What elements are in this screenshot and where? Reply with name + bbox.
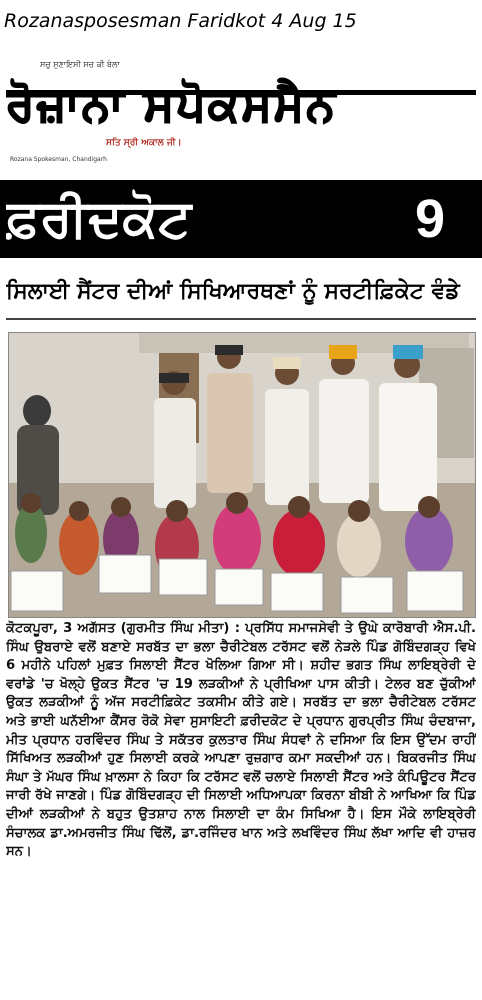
- masthead-motto: ਸਤਿ ਸ੍ਰੀ ਅਕਾਲ ਜੀ।: [106, 138, 182, 148]
- newspaper-name-text: ਰੋਜ਼ਾਨਾ ਸਪੋਕਸਮੈਨ: [6, 77, 337, 131]
- group-photo-illustration: [9, 333, 475, 617]
- section-name: ਫ਼ਰੀਦਕੋਟ: [6, 189, 192, 249]
- section-header: [0, 180, 482, 258]
- page-number: 9: [414, 189, 446, 249]
- newspaper-masthead: [0, 42, 482, 180]
- clipping-caption: Rozanasposesman Faridkot 4 Aug 15: [4, 10, 357, 32]
- article-photo: [8, 332, 476, 618]
- newspaper-name: [6, 70, 476, 138]
- article-body: [6, 620, 476, 996]
- article-dateline: ਕੋਟਕਪੂਰਾ, 3 ਅਗੱਸਤ (ਗੁਰਮੀਤ ਸਿੰਘ ਮੀਤਾ) :: [6, 621, 240, 636]
- masthead-tagline: ਸਚੁ ਸੁਣਾਇਸੀ ਸਚ ਕੀ ਬੇਲਾ: [40, 60, 120, 69]
- masthead-subline: Rozana Spokesman, Chandigarh: [10, 156, 107, 163]
- article-headline: ਸਿਲਾਈ ਸੈਂਟਰ ਦੀਆਂ ਸਿਖਿਆਰਥਣਾਂ ਨੂੰ ਸਰਟੀਫ਼ਿਕੇਟ ਵੰਡੇ: [6, 266, 476, 320]
- article-body-text: ਪ੍ਰਸਿੱਧ ਸਮਾਜਸੇਵੀ ਤੇ ਉਘੇ ਕਾਰੋਬਾਰੀ ਐਸ.ਪੀ. ਸਿੰਘ ਉਬਰਾਏ ਵਲੋਂ ਬਣਾਏ ਸਰਬੱਤ ਦਾ ਭਲਾ ਚੈਰੀਟੇਬਲ ਟਰੱਸਟ ਵਲੋਂ ਨੇੜਲੇ ਪਿੰਡ ਗੋਬਿੰਦਗੜ੍ਹ ਵਿਖੇ 6 ਮਹੀਨੇ ਪਹਿਲਾਂ ਮੁਫ਼ਤ ਸਿਲਾਈ ਸੈਂਟਰ ਖੋਲਿਆ ਗਿਆ ਸੀ। ਸ਼ਹੀਦ ਭਗਤ ਸਿੰਘ ਲਾਇਬ੍ਰੇਰੀ ਦੇ ਵਰਾਂਡੇ 'ਚ ਖੋਲ੍ਹੇ ਉਕਤ ਸੈਂਟਰ 'ਚ 19 ਲੜਕੀਆਂ ਨੇ ਪ੍ਰੀਖਿਆ ਪਾਸ ਕੀਤੀ। ਟੇਲਰ ਬਣ ਚੁੱਕੀਆਂ ਉਕਤ ਲੜਕੀਆਂ ਨੂੰ ਅੱਜ ਸਰਟੀਫ਼ਿਕੇਟ ਤਕਸੀਮ ਕੀਤੇ ਗਏ। ਸਰਬੱਤ ਦਾ ਭਲਾ ਚੈਰੀਟੇਬਲ ਟਰੱਸਟ ਅਤੇ ਭਾਈ ਘਨੱਈਆ ਕੈਂਸਰ ਰੋਕੋ ਸੇਵਾ ਸੁਸਾਇਟੀ ਫ਼ਰੀਦਕੋਟ ਦੇ ਪ੍ਰਧਾਨ ਗੁਰਪ੍ਰੀਤ ਸਿੰਘ ਚੰਦਬਾਜਾ, ਮੀਤ ਪ੍ਰਧਾਨ ਹਰਵਿੰਦਰ ਸਿੰਘ ਤੇ ਸਕੱਤਰ ਕੁਲਤਾਰ ਸਿੰਘ ਸੰਧਵਾਂ ਨੇ ਦਸਿਆ ਕਿ ਇਸ ਉੱਦਮ ਰਾਹੀਂ ਸਿੱਖਿਅਤ ਲੜਕੀਆਂ ਹੁਣ ਸਿਲਾਈ ਕਰਕੇ ਆਪਣਾ ਰੁਜ਼ਗਾਰ ਕਮਾ ਸਕਦੀਆਂ ਹਨ। ਬਿਕਰਜੀਤ ਸਿੰਘ ਸੰਘਾ ਤੇ ਮੱਘਰ ਸਿੰਘ ਖ਼ਾਲਸਾ ਨੇ ਕਿਹਾ ਕਿ ਟਰੱਸਟ ਵਲੋਂ ਚਲਾਏ ਸਿਲਾਈ ਸੈਂਟਰ ਅਤੇ ਕੰਪਿਊਟਰ ਸੈਂਟਰ ਜਾਰੀ ਰੱਖੇ ਜਾਣਗੇ। ਪਿੰਡ ਗੋਬਿੰਦਗੜ੍ਹ ਦੀ ਸਿਲਾਈ ਅਧਿਆਪਕਾ ਕਿਰਨਾ ਬੀਬੀ ਨੇ ਆਖਿਆ ਕਿ ਪਿੰਡ ਦੀਆਂ ਲੜਕੀਆਂ ਨੇ ਬਹੁਤ ਉਤਸ਼ਾਹ ਨਾਲ ਸਿਲਾਈ ਦਾ ਕੰਮ ਸਿਖਿਆ ਹੈ। ਇਸ ਮੌਕੇ ਲਾਇਬ੍ਰੇਰੀ ਸੰਚਾਲਕ ਡਾ.ਅਮਰਜੀਤ ਸਿੰਘ ਢਿੱਲੋਂ, ਡਾ.ਰਜਿੰਦਰ ਖਾਨ ਅਤੇ ਲਖਵਿੰਦਰ ਸਿੰਘ ਲੱਖਾ ਆਦਿ ਵੀ ਹਾਜ਼ਰ ਸਨ।: [6, 621, 476, 860]
